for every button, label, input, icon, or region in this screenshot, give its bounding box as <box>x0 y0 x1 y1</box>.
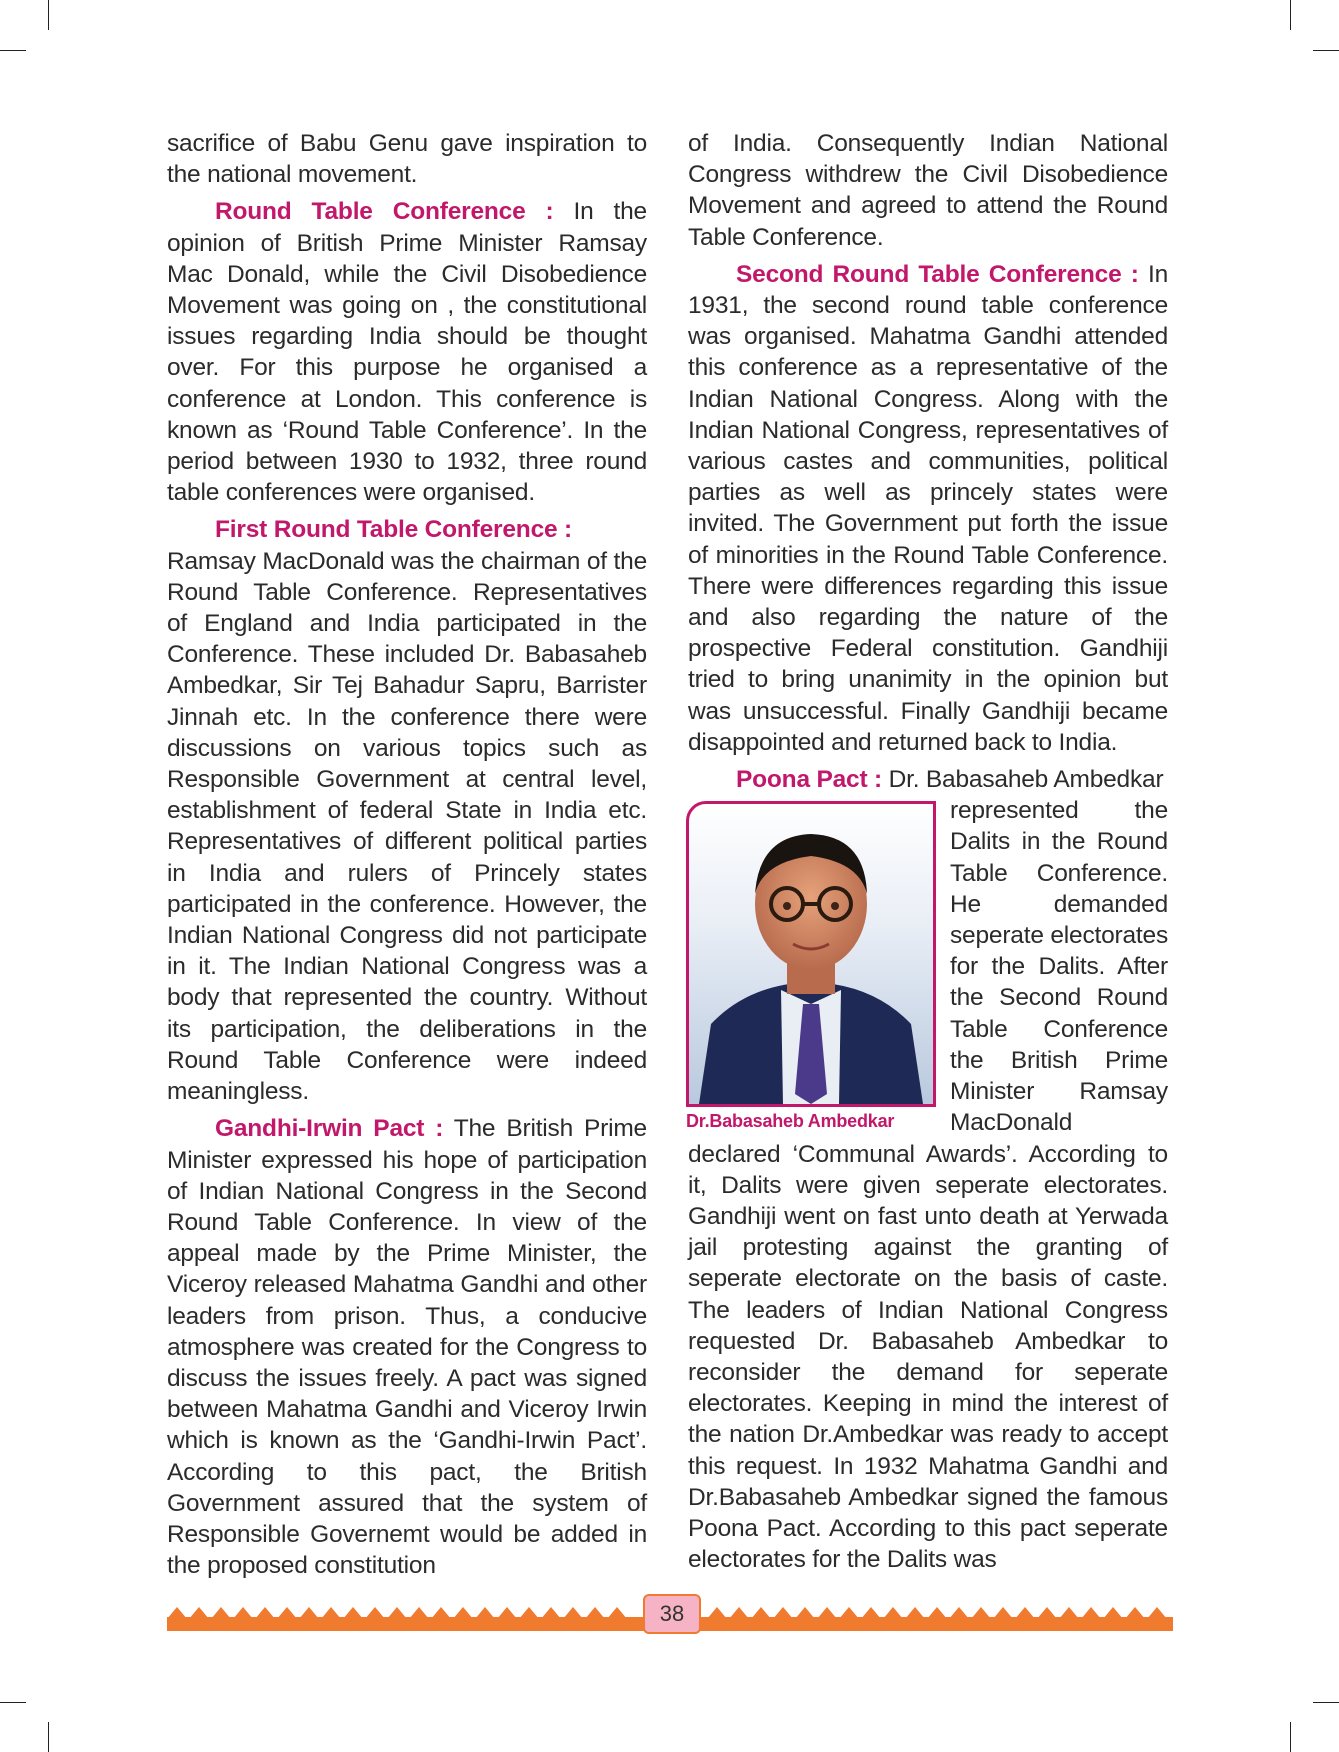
crop-mark <box>48 1722 49 1752</box>
crop-mark <box>48 0 49 30</box>
paragraph-poona-heading <box>688 764 1168 795</box>
right-column <box>688 128 1168 1581</box>
paragraph-text: The British Prime Minister expressed his hope of participation of Indian National Congress in the Second Round Table Conference. In view of the appeal made by the Prime Minister, the Viceroy released Mahatma Gandhi and other leaders from prison. Thus, a conducive atmosphere was created for the Congress to discuss the issues freely. A pact was signed between Mahatma Gandhi and Viceroy Irwin which is known as the ‘Gandhi-Irwin Pact’. According to this pact, the British Government assured that the system of Responsible Governemt would be added in the proposed constitution <box>167 1115 647 1580</box>
section-heading: Round Table Conference : <box>215 198 554 226</box>
portrait-illustration <box>689 804 933 1104</box>
portrait-figure <box>686 801 940 1133</box>
portrait-caption: Dr.Babasaheb Ambedkar <box>686 1111 895 1132</box>
left-column <box>167 128 647 1587</box>
crop-mark <box>1290 1722 1291 1752</box>
paragraph-gandhi-irwin <box>167 1113 647 1581</box>
paragraph-first-rtc-heading <box>167 514 647 545</box>
section-heading: Poona Pact : <box>736 766 882 794</box>
portrait-image <box>686 801 936 1107</box>
crop-mark <box>1313 1702 1339 1703</box>
paragraph-round-table-conference <box>167 196 647 508</box>
paragraph: sacrifice of Babu Genu gave inspiration to the national movement. <box>167 130 647 189</box>
crop-mark <box>0 1702 26 1703</box>
section-heading: Second Round Table Conference : <box>736 260 1139 288</box>
paragraph-text: In the opinion of British Prime Minister Ramsay Mac Donald, while the Civil Disobedience Movement was going on , the constitutional issues regarding India should be thought over. For this purpose he organised a conference at London. This conference is known as ‘Round Table Conference’. In the period between 1930 to 1932, three round table conferences were organised. <box>167 198 647 507</box>
section-heading: Gandhi-Irwin Pact : <box>215 1115 444 1143</box>
paragraph-text: In 1931, the second round table conference was organised. Mahatma Gandhi attended this conference as a representative of the Indian National Congress. Along with the Indian National Congress, representatives of various castes and communities, political parties as well as princely states were invited. The Government put forth the issue of minorities in the Round Table Conference. There were differences regarding this issue and also regarding the nature of the prospective Federal constitution. Gandhiji tried to bring unanimity in the opinion but was unsuccessful. Finally Gandhiji became disappointed and returned back to India. <box>688 260 1168 756</box>
crop-mark <box>0 50 26 51</box>
paragraph-second-rtc <box>688 259 1168 758</box>
paragraph-text: Dr. Babasaheb Ambedkar <box>882 766 1164 794</box>
section-heading: First Round Table Conference : <box>215 516 572 544</box>
page-number: 38 <box>643 1594 701 1634</box>
paragraph: of India. Consequently Indian National Congress withdrew the Civil Disobedience Movement and agreed to attend the Round Table Conference. <box>688 130 1168 251</box>
paragraph-poona: represented the Dalits in the Round Table Conference. He demanded seperate electorates for the Dalits. After the Second Round Table Conference the British Prime Minister Ramsay MacDonald declared ‘Communal Awards’. According to it, Dalits were given seperate electorates. Gandhiji went on fast unto death at Yerwada jail protesting against the granting of seperate electorate on the basis of caste. The leaders of Indian National Congress requested Dr. Babasaheb Ambedkar to reconsider the demand for seperate electorates. Keeping in mind the interest of the nation Dr.Ambedkar was ready to accept this request. In 1932 Mahatma Gandhi and Dr.Babasaheb Ambedkar signed the famous Poona Pact. According to this pact seperate electorates for the Dalits was <box>688 797 1168 1574</box>
paragraph-first-rtc: Ramsay MacDonald was the chairman of the Round Table Conference. Representatives of England and India participated in the Conference. These included Dr. Babasaheb Ambedkar, Sir Tej Bahadur Sapru, Barrister Jinnah etc. In the conference there were discussions on various topics such as Responsible Government at central level, establishment of federal State in India etc. Representatives of different political parties in India and rulers of Princely states participated in the conference. However, the Indian National Congress did not participate in it. The Indian National Congress was a body that represented the country. Without its participation, the deliberations in the Round Table Conference were indeed meaningless. <box>167 547 647 1106</box>
crop-mark <box>1313 50 1339 51</box>
crop-mark <box>1290 0 1291 30</box>
